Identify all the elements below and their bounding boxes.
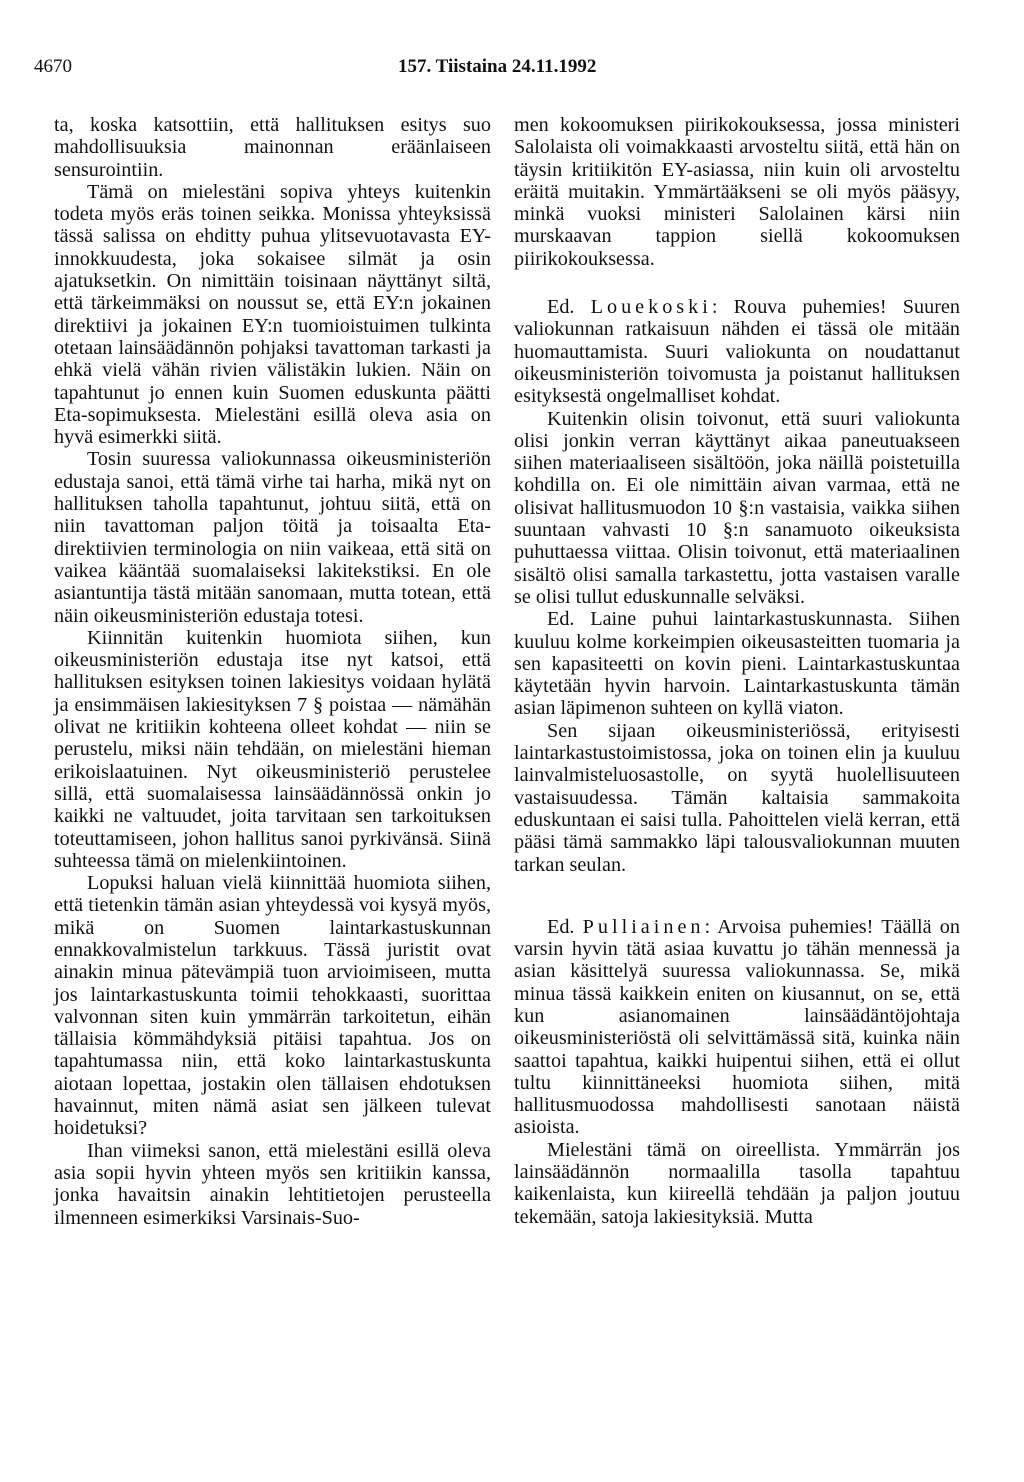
speech-text: : Rouva puhemies! Suuren valiokunnan ratkaisuun nähden ei tässä ole mitään huomauttamista. Suuri valiokunta on noudattanut oikeusministeriön toivomusta ja poistanut hallituksen esityksestä ongelmalliset kohdat. — [514, 296, 960, 408]
paragraph: Lopuksi haluan vielä kiinnittää huomiota siihen, että tietenkin tämän asian yhteydessä voi kysyä myös, mikä on Suomen laintarkastuskunnan ennakkovalmistelun tarkkuus. Tässä juristit ovat ainakin minua pätevämpiä tuon arvioimiseen, mutta jos laintarkastuskunta toimii tehokkaasti, suorittaa valvonnan siten kuin ymmärrän tarkoitetun, eihän tällaisia kömmähdyksiä pitäisi tapahtua. Jos on tapahtumassa niin, että koko laintarkastuskunta aiotaan lopettaa, jostakin olen tällaisen ehdotuksen havainnut, miten nämä asiat sen jälkeen tulevat hoidetuksi? — [54, 872, 491, 1140]
session-info: 157. Tiistaina 24.11.1992 — [398, 56, 597, 77]
paragraph: Ed. Laine puhui laintarkastuskunnasta. Siihen kuuluu kolme korkeimpien oikeusasteitten tuomaria ja sen kapasiteetti on kovin pieni. Laintarkastuskuntaa käytetään hyvin harvoin. Laintarkastuskunta tämän asian läpimenon suhteen on kyllä viaton. — [514, 608, 960, 720]
page-number: 4670 — [34, 56, 72, 77]
speech-prefix: Ed. — [547, 296, 591, 319]
page-header — [34, 56, 990, 84]
speaker-name: Louekoski — [590, 296, 712, 319]
paragraph: Tämä on mielestäni sopiva yhteys kuitenkin todeta myös eräs toinen seikka. Monissa yhteyksissä tässä salissa on ehditty puhua ylitsevuotavasta EY-innokkuudesta, joka sokaisee silmät ja osin ajatuksetkin. On nimittäin toisinaan näyttänyt siltä, että tärkeimmäksi on noussut se, että EY:n jokainen direktiivi ja jokainen EY:n tuomioistuimen tulkinta otetaan lainsäädännön pohjaksi tavattoman tarkasti ja ehkä vielä vähän rivien välistäkin lukien. Näin on tapahtunut jo ennen kuin Suomen eduskunta päätti Eta-sopimuksesta. Mielestäni esillä oleva asia on hyvä esimerkki siitä. — [54, 180, 491, 449]
paragraph: Kiinnitän kuitenkin huomiota siihen, kun oikeusministeriön edustaja itse nyt katsoi, että hallituksen esityksen toinen lakiesitys voidaan hylätä ja ensimmäisen lakiesityksen 7 § poistaa — nämähän olivat ne kritiikin kohteena olleet kohdat — niin se perustelu, miksi näin tehdään, on mielestäni hieman erikoislaatuinen. Nyt oikeusministeriö perustelee sillä, että suomalaisessa lainsäädännössä onkin jo kaikki ne valtuudet, joita tarvitaan sen tarkoituksen toteuttamiseen, johon hallitus sanoi pyrkivänsä. Siinä suhteessa tämä on mielenkiintoinen. — [54, 626, 491, 872]
speech-pulliainen — [514, 916, 960, 1139]
paragraph: Tosin suuressa valiokunnassa oikeusministeriön edustaja sanoi, että tämä virhe tai harha, mikä nyt on hallituksen taholla tapahtunut, johtuu siitä, että on niin tavattoman paljon töitä ja toisaalta Eta-direktiivien terminologia on niin vaikeaa, että sitä on vaikea kääntää suomalaiseksi lakitekstiksi. En ole asiantuntija tästä mitään sanomaan, mutta totean, että näin oikeusministeriön edustaja totesi. — [54, 448, 491, 627]
speech-text: : Arvoisa puhemies! Täällä on varsin hyvin tätä asiaa kuvattu jo tähän mennessä ja asian käsittelyä suuressa valiokunnassa. Se, mikä minua tässä kaikkein eniten on kiusannut, on se, että kun asianomainen lainsäädäntöjohtaja oikeusministeriöstä oli selvittämässä sitä, kuinka näin saattoi tapahtua, kaikki huipentui siihen, että ei ollut tultu kiinnittäneeksi huomiota siihen, mitä hallitusmuodossa mahdollisesti sanotaan näistä asioista. — [514, 915, 960, 1139]
left-column — [54, 114, 491, 1229]
speech-louekoski — [514, 296, 960, 407]
paragraph: Ihan viimeksi sanon, että mielestäni esillä oleva asia sopii hyvin yhteen myös sen kritiikin kanssa, jonka havaitsin ainakin lehtitietojen perusteella ilmenneen esimerkiksi Varsinais-Suo- — [54, 1139, 491, 1229]
speaker-name: Pulliainen — [582, 915, 705, 938]
right-column — [514, 114, 960, 1228]
speech-prefix: Ed. — [547, 915, 583, 938]
paragraph: Sen sijaan oikeusministeriössä, erityisesti laintarkastustoimistossa, joka on toinen elin ja kuuluu lainvalmisteluosastolle, on syytä huolellisuuteen vastaisuudessa. Tämän kaltaisia sammakoita eduskuntaan ei saisi tulla. Pahoittelen vielä kerran, että pääsi tämä sammakko läpi talousvaliokunnan muuten tarkan seulan. — [514, 719, 960, 876]
paragraph: men kokoomuksen piirikokouksessa, jossa ministeri Salolaista oli voimakkaasti arvosteltu siitä, että hän on täysin kritiikitön EY-asiassa, niin kuin oli arvosteltu eräitä muitakin. Ymmärtääkseni se oli myös pääsyy, minkä vuoksi ministeri Salolainen kärsi niin murskaavan tappion siellä kokoomuksen piirikokouksessa. — [514, 114, 960, 270]
paragraph: Kuitenkin olisin toivonut, että suuri valiokunta olisi jonkin verran käyttänyt aikaa paneutuakseen siihen materiaaliseen sisältöön, joka näillä poistetuilla kohdilla on. Ei ole nimittäin aivan varmaa, että ne olisivat hallitusmuodon 10 §:n vastaisia, vaikka siihen suuntaan vahvasti 10 §:n sanamuoto oikeuksista puhuttaessa viittaa. Olisin toivonut, että materiaalinen sisältö olisi samalla tarkastettu, jotta vastaisen varalle se olisi tullut eduskunnalle selväksi. — [514, 407, 960, 608]
paragraph: Mielestäni tämä on oireellista. Ymmärrän jos lainsäädännön normaalilla tasolla tapahtuu kaikenlaista, kun kiireellä tehdään ja paljon joutuu tekemään, satoja lakiesityksiä. Mutta — [514, 1138, 960, 1228]
paragraph: ta, koska katsottiin, että hallituksen esitys suo mahdollisuuksia mainonnan eräänlaiseen sensurointiin. — [54, 114, 491, 181]
